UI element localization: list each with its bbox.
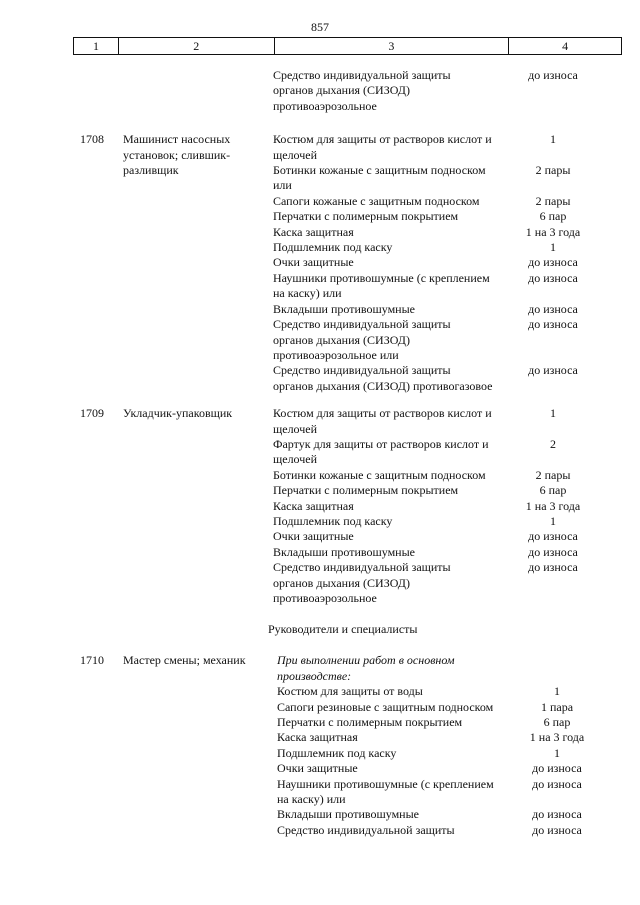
item-name: Средство индивидуальной защиты органов дыхания (СИЗОД) противоаэрозольное [273, 68, 451, 113]
table-row [0, 653, 640, 838]
item-norm: 1 [550, 240, 556, 255]
list-item [273, 529, 613, 544]
table-row [0, 68, 640, 114]
list-item [273, 684, 617, 699]
list-item [273, 761, 617, 776]
item-norm: до износа [528, 68, 578, 82]
profession-name: Укладчик-упаковщик [123, 406, 233, 421]
item-name: Подшлемник под каску [273, 240, 393, 255]
item-norm: до износа [532, 776, 582, 791]
profession-name: Мастер смены; механик [123, 653, 246, 668]
column-header-3: 3 [275, 38, 510, 54]
item-name: Костюм для защиты от растворов кислот и щелочей [273, 132, 492, 162]
item-name: Вкладыши противошумные [277, 807, 419, 822]
item-name: Очки защитные [273, 529, 354, 544]
item-name: Очки защитные [277, 761, 358, 776]
item-norm: до износа [532, 822, 582, 837]
item-name: Очки защитные [273, 255, 354, 270]
list-item [273, 225, 613, 240]
item-norm: 1 на 3 года [529, 730, 585, 745]
list-item [273, 483, 613, 498]
item-name: Каска защитная [273, 498, 354, 513]
item-norm: до износа [528, 363, 578, 378]
item-norm: 1 [554, 684, 560, 699]
item-name: Средство индивидуальной защиты органов дыхания (СИЗОД) противогазовое [273, 363, 493, 393]
page-number: 857 [311, 20, 329, 34]
item-name: Перчатки с полимерным покрытием [277, 715, 463, 730]
item-norm: 2 [550, 436, 556, 451]
table-row [0, 406, 640, 606]
list-item [273, 514, 613, 529]
profession-code: 1709 [80, 406, 104, 421]
item-norm: до износа [528, 560, 578, 575]
item-name: Сапоги резиновые с защитным подноском [277, 699, 494, 714]
list-item [273, 317, 613, 363]
list-item [273, 406, 613, 437]
item-name: Наушники противошумные (с креплением на каску) или [273, 270, 490, 301]
item-name: Перчатки с полимерным покрытием [273, 483, 459, 498]
list-item [273, 363, 613, 394]
item-name: Фартук для защиты от растворов кислот и щелочей [273, 436, 489, 467]
item-name: Наушники противошумные (с креплением на каску) или [277, 776, 494, 807]
column-header-row [73, 37, 622, 55]
item-name: Вкладыши противошумные [273, 301, 415, 316]
list-item [273, 194, 613, 209]
item-name: Подшлемник под каску [273, 513, 393, 528]
item-norm: 2 пары [535, 467, 571, 482]
list-item [273, 163, 613, 194]
profession-code: 1710 [80, 653, 104, 668]
section-title: Руководители и специалисты [268, 622, 418, 637]
item-name: Средство индивидуальной защиты органов дыхания (СИЗОД) противоаэрозольное [273, 560, 451, 605]
list-item [273, 209, 613, 224]
item-norm: до износа [528, 270, 578, 285]
list-item [273, 560, 613, 606]
table-row [0, 132, 640, 394]
item-norm: 1 [554, 745, 560, 760]
item-norm: 1 [550, 132, 556, 147]
column-header-2: 2 [119, 38, 275, 54]
item-name: Ботинки кожаные с защитным подноском [273, 467, 486, 482]
item-norm: до износа [528, 544, 578, 559]
item-norm: до износа [532, 807, 582, 822]
list-item [273, 777, 617, 808]
item-name: Вкладыши противошумные [273, 544, 415, 559]
list-item [273, 302, 613, 317]
list-item [273, 700, 617, 715]
item-name: Средство индивидуальной защиты органов дыхания (СИЗОД) противоаэрозольное или [273, 317, 451, 362]
item-name: Ботинки кожаные с защитным подноском или [273, 163, 486, 193]
item-norm: 2 пары [535, 193, 571, 208]
item-name: Сапоги кожаные с защитным подноском [273, 193, 480, 208]
column-header-1: 1 [74, 38, 119, 54]
list-item [273, 468, 613, 483]
item-name: Средство индивидуальной защиты [277, 822, 455, 837]
table-body [0, 68, 640, 838]
item-norm: 1 [550, 406, 556, 421]
item-name: Подшлемник под каску [277, 745, 397, 760]
list-item [273, 499, 613, 514]
list-item [273, 715, 617, 730]
item-norm: 6 пар [539, 483, 567, 498]
list-item [273, 255, 613, 270]
item-name: Каска защитная [277, 730, 358, 745]
list-item [273, 437, 613, 468]
list-item [273, 132, 613, 163]
column-header-4: 4 [562, 39, 569, 53]
item-norm: 2 пары [535, 163, 571, 178]
item-norm: 1 пара [540, 699, 574, 714]
profession-code: 1708 [80, 132, 104, 147]
list-item [273, 240, 613, 255]
item-name: Костюм для защиты от воды [277, 684, 423, 699]
item-norm: до износа [528, 317, 578, 332]
item-norm: до износа [532, 761, 582, 776]
work-condition: При выполнении работ в основном производстве: [277, 653, 455, 683]
item-name: Каска защитная [273, 224, 354, 239]
item-norm: 1 [550, 513, 556, 528]
list-item [273, 730, 617, 745]
list-item [273, 807, 617, 822]
item-norm: 1 на 3 года [525, 498, 581, 513]
item-norm: до износа [528, 529, 578, 544]
list-item [273, 823, 617, 838]
list-item [273, 653, 617, 684]
item-norm: 6 пар [543, 715, 571, 730]
item-norm: 1 на 3 года [525, 224, 581, 239]
list-item [273, 271, 613, 302]
item-name: Перчатки с полимерным покрытием [273, 209, 459, 224]
item-name: Костюм для защиты от растворов кислот и щелочей [273, 406, 492, 436]
list-item [273, 746, 617, 761]
list-item [273, 545, 613, 560]
item-norm: до износа [528, 255, 578, 270]
item-norm: 6 пар [539, 209, 567, 224]
profession-name: Машинист насосных установок; слившик-разливщик [123, 132, 231, 178]
item-norm: до износа [528, 301, 578, 316]
